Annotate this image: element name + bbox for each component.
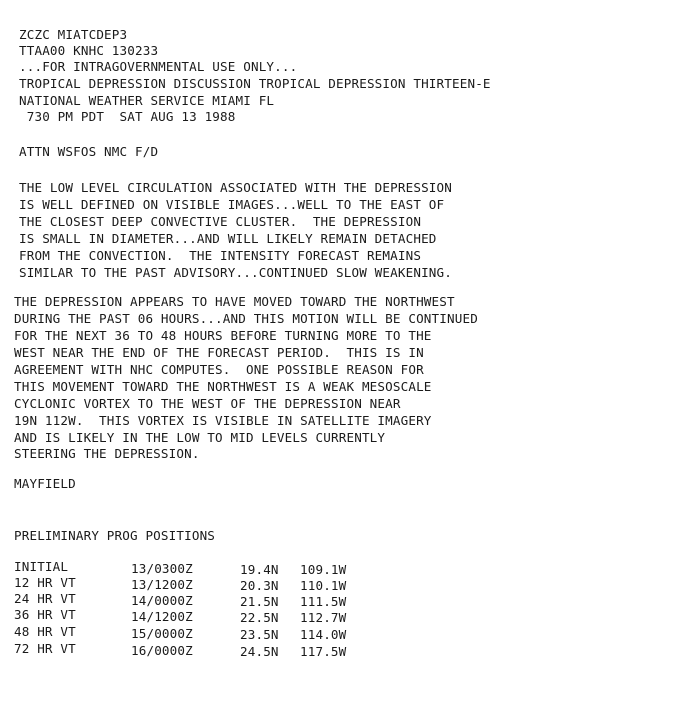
paragraph-line: FOR THE NEXT 36 TO 48 HOURS BEFORE TURNING MORE TO THE [14, 328, 432, 343]
header-line: TTAA00 KNHC 130233 [19, 43, 159, 58]
paragraph-line: STEERING THE DEPRESSION. [14, 446, 200, 461]
position-time: 13/0300Z [131, 561, 193, 576]
paragraph-line: IS WELL DEFINED ON VISIBLE IMAGES...WELL TO THE EAST OF [19, 197, 445, 212]
position-time: 16/0000Z [131, 643, 193, 658]
position-lon: 109.1W [300, 562, 347, 577]
issuing-office: NATIONAL WEATHER SERVICE MIAMI FL [19, 93, 275, 108]
position-time: 13/1200Z [131, 577, 193, 592]
paragraph-line: THIS MOVEMENT TOWARD THE NORTHWEST IS A WEAK MESOSCALE [14, 379, 432, 394]
position-lat: 19.4N [240, 562, 279, 577]
position-label: 36 HR VT [14, 607, 76, 622]
forecaster-signature: MAYFIELD [14, 476, 76, 491]
paragraph-line: AND IS LIKELY IN THE LOW TO MID LEVELS CURRENTLY [14, 430, 386, 445]
position-label: 12 HR VT [14, 575, 76, 590]
position-lat: 21.5N [240, 594, 279, 609]
paragraph-line: CYCLONIC VORTEX TO THE WEST OF THE DEPRESSION NEAR [14, 396, 401, 411]
position-label: 72 HR VT [14, 641, 76, 656]
position-lon: 111.5W [300, 594, 347, 609]
position-label: INITIAL [14, 559, 69, 574]
issue-time: 730 PM PDT SAT AUG 13 1988 [19, 109, 236, 124]
paragraph-line: 19N 112W. THIS VORTEX IS VISIBLE IN SATELLITE IMAGERY [14, 413, 432, 428]
position-time: 14/1200Z [131, 609, 193, 624]
position-lat: 23.5N [240, 627, 279, 642]
paragraph-line: SIMILAR TO THE PAST ADVISORY...CONTINUED SLOW WEAKENING. [19, 265, 452, 280]
header-line: ZCZC MIATCDEP3 [19, 27, 128, 42]
position-lat: 20.3N [240, 578, 279, 593]
position-lat: 22.5N [240, 610, 279, 625]
position-lon: 117.5W [300, 644, 347, 659]
paragraph-line: THE LOW LEVEL CIRCULATION ASSOCIATED WITH THE DEPRESSION [19, 180, 452, 195]
paragraph-line: THE DEPRESSION APPEARS TO HAVE MOVED TOWARD THE NORTHWEST [14, 294, 455, 309]
paragraph-line: AGREEMENT WITH NHC COMPUTES. ONE POSSIBLE REASON FOR [14, 362, 424, 377]
paragraph-line: IS SMALL IN DIAMETER...AND WILL LIKELY REMAIN DETACHED [19, 231, 437, 246]
paragraph-line: DURING THE PAST 06 HOURS...AND THIS MOTION WILL BE CONTINUED [14, 311, 478, 326]
document-title: TROPICAL DEPRESSION DISCUSSION TROPICAL DEPRESSION THIRTEEN-E [19, 76, 491, 91]
position-lon: 112.7W [300, 610, 347, 625]
attn-line: ATTN WSFOS NMC F/D [19, 144, 159, 159]
position-lon: 110.1W [300, 578, 347, 593]
position-time: 14/0000Z [131, 593, 193, 608]
position-label: 48 HR VT [14, 624, 76, 639]
positions-title: PRELIMINARY PROG POSITIONS [14, 528, 216, 543]
header-line: ...FOR INTRAGOVERNMENTAL USE ONLY... [19, 59, 298, 74]
paragraph-line: WEST NEAR THE END OF THE FORECAST PERIOD. THIS IS IN [14, 345, 424, 360]
position-label: 24 HR VT [14, 591, 76, 606]
position-lat: 24.5N [240, 644, 279, 659]
paragraph-line: FROM THE CONVECTION. THE INTENSITY FORECAST REMAINS [19, 248, 422, 263]
position-time: 15/0000Z [131, 626, 193, 641]
paragraph-line: THE CLOSEST DEEP CONVECTIVE CLUSTER. THE DEPRESSION [19, 214, 422, 229]
position-lon: 114.0W [300, 627, 347, 642]
